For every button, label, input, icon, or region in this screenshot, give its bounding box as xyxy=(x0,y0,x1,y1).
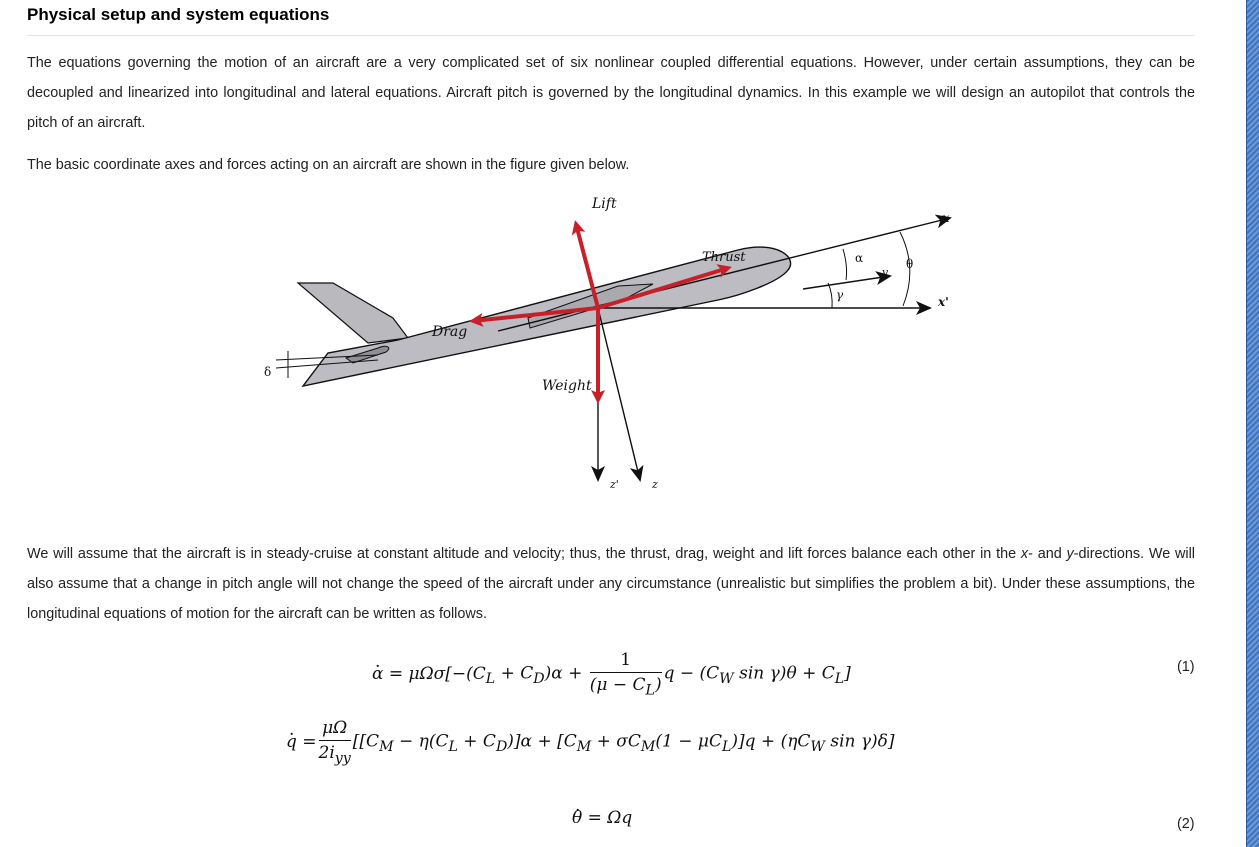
eq2-sub: M xyxy=(576,739,592,756)
x-prime-label: x' xyxy=(938,295,949,309)
equation-number-2: (2) xyxy=(1177,816,1195,832)
eq2-sub: L xyxy=(448,739,458,756)
eq1-term: + C xyxy=(495,663,534,684)
figure-intro-paragraph: The basic coordinate axes and forces acting on an aircraft are shown in the figure given below. xyxy=(27,157,630,173)
velocity-label: v xyxy=(882,266,889,279)
equation-theta-dot xyxy=(572,808,632,828)
eq1-sub: D xyxy=(533,671,545,688)
eq2-sub: yy xyxy=(334,750,351,767)
eq2-term: + C xyxy=(457,731,496,752)
eq2-frac-denominator xyxy=(319,741,351,766)
eq2-frac-den-text: 2i xyxy=(318,743,335,763)
alpha-label: α xyxy=(855,251,864,265)
eq2-lhs: . q = xyxy=(286,732,317,752)
assumptions-text-a: We will assume that the aircraft is in steady-cruise at constant altitude and velocity; thus, the thrust, drag, weight and lift forces balance each other in the xyxy=(27,546,1021,562)
eq2-term: )]q + (ηC xyxy=(731,731,811,752)
eq2-sub: L xyxy=(721,739,732,756)
eq2-sub: M xyxy=(379,739,394,756)
eq1-term: sin γ)θ + C xyxy=(733,663,835,684)
z-axis xyxy=(598,308,640,480)
lift-label: Lift xyxy=(592,196,617,212)
title-divider xyxy=(27,35,1195,36)
eq1-frac-den-end: ) xyxy=(654,675,662,695)
assumptions-text-c: -directions. We will also assume that a change in pitch angle will not change the speed of the aircraft under any circumstance (unrealistic but simplifies the problem a bit). Under these assumptions, the longitudinal equations of motion for the aircraft can be written as follows. xyxy=(27,546,1195,622)
theta-label: θ xyxy=(906,257,914,271)
eq1-fraction xyxy=(590,650,662,698)
eq3-text: . θ = Ωq xyxy=(572,808,632,828)
eq2-term: (1 − μC xyxy=(655,731,722,752)
thrust-label: Thrust xyxy=(702,250,746,265)
eq1-lhs: . α = μΩσ[−(C xyxy=(372,664,486,684)
assumptions-text-b: - and xyxy=(1028,546,1067,562)
z-label: z xyxy=(652,478,658,491)
eq1-sub: L xyxy=(645,682,655,699)
eq2-term: [[C xyxy=(352,731,380,752)
gamma-arc xyxy=(828,283,832,308)
eq1-sub: L xyxy=(834,671,845,688)
assumptions-paragraph xyxy=(27,539,1195,629)
eq2-sub: M xyxy=(640,739,656,756)
tail-fin xyxy=(298,283,408,343)
eq1-term: )α + xyxy=(544,663,588,684)
x-label: x xyxy=(942,211,950,225)
weight-label: Weight xyxy=(542,378,592,394)
page-gutter xyxy=(1232,0,1246,847)
section-title: Physical setup and system equations xyxy=(27,5,330,24)
delta-label: δ xyxy=(264,365,272,379)
x-direction-label: x xyxy=(1020,546,1029,562)
eq1-term: ] xyxy=(844,663,851,684)
eq2-sub: W xyxy=(810,739,825,756)
eq1-frac-den-text: (μ − C xyxy=(589,675,646,695)
intro-paragraph: The equations governing the motion of an aircraft are a very complicated set of six nonlinear coupled differential equations. However, under certain assumptions, they can be decoupled and linearized into longitudinal and lateral equations. Aircraft pitch is governed by the longitudinal dynamics. In this example we will design an autopilot that controls the pitch of an aircraft. xyxy=(27,55,1195,131)
gamma-label: γ xyxy=(836,288,844,302)
alpha-arc xyxy=(843,249,847,280)
eq1-term: q − (C xyxy=(663,663,720,684)
eq2-fraction xyxy=(319,718,351,766)
equation-alpha-dot xyxy=(372,650,851,698)
drag-label: Drag xyxy=(432,324,468,340)
eq1-sub: W xyxy=(719,671,734,688)
window-edge xyxy=(1246,0,1259,847)
eq2-term: )]α + [C xyxy=(507,731,577,752)
equation-number-1: (1) xyxy=(1177,659,1195,675)
y-direction-label: y xyxy=(1066,546,1074,562)
eq2-term: − η(C xyxy=(393,731,449,752)
eq2-sub: D xyxy=(495,739,508,756)
eq2-frac-numerator: μΩ xyxy=(319,718,351,741)
z-prime-label: z' xyxy=(610,478,619,491)
eq2-term: + σC xyxy=(591,731,641,752)
eq1-frac-numerator: 1 xyxy=(590,650,662,673)
aircraft-diagram xyxy=(258,188,970,500)
eq2-term: sin γ)δ] xyxy=(824,731,895,752)
equation-q-dot xyxy=(286,718,895,766)
eq1-sub: L xyxy=(485,671,496,688)
eq1-frac-denominator xyxy=(590,673,662,698)
